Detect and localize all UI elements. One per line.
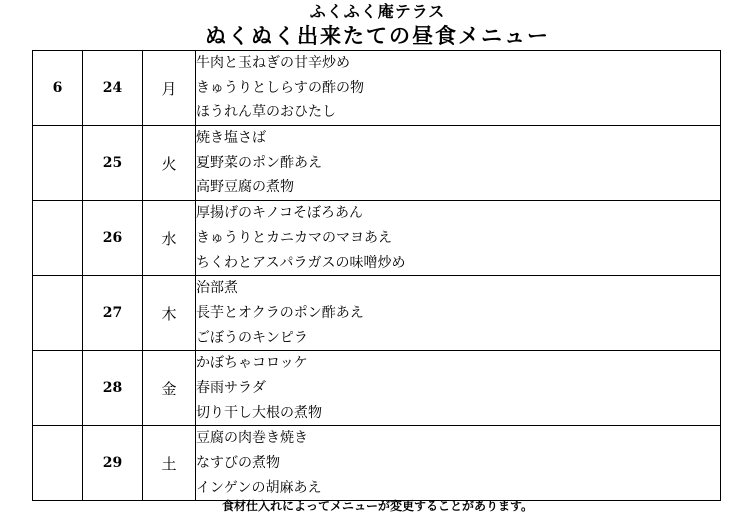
month-cell: [33, 276, 83, 351]
dish-item: 長芋とオクラのポン酢あえ: [196, 304, 364, 321]
month-cell: [33, 201, 83, 276]
dishes-cell: [196, 351, 721, 426]
dish-item: 高野豆腐の煮物: [196, 179, 294, 196]
dish-item: 夏野菜のポン酢あえ: [196, 154, 322, 171]
weekday-cell: 木: [143, 276, 196, 351]
day-cell: 25: [83, 126, 143, 201]
dish-item: かぼちゃコロッケ: [196, 355, 308, 372]
month-cell: [33, 126, 83, 201]
menu-row: [33, 276, 721, 351]
lunch-menu-table: [32, 50, 721, 501]
menu-row: [33, 426, 721, 501]
menu-row: [33, 351, 721, 426]
month-cell: [33, 426, 83, 501]
dishes-cell: [196, 126, 721, 201]
restaurant-name: ふくふく庵テラス: [309, 2, 446, 21]
dish-item: 治部煮: [196, 280, 238, 297]
weekday-cell: 水: [143, 201, 196, 276]
dish-item: 焼き塩さば: [196, 130, 266, 147]
weekday-cell: 月: [143, 51, 196, 126]
dishes-cell: [196, 51, 721, 126]
footer-note: 食材仕入れによってメニューが変更することがあります。: [221, 499, 534, 513]
weekday-cell: 金: [143, 351, 196, 426]
dish-item: インゲンの胡麻あえ: [196, 479, 322, 496]
dish-item: 厚揚げのキノコそぼろあん: [196, 205, 364, 222]
dish-item: 切り干し大根の煮物: [196, 404, 322, 421]
month-cell: [33, 351, 83, 426]
dish-item: 春雨サラダ: [196, 379, 266, 396]
weekday-cell: 火: [143, 126, 196, 201]
dish-item: ちくわとアスパラガスの味噌炒め: [196, 254, 406, 271]
page-title: ぬくぬく出来たての昼食メニュー: [205, 24, 550, 48]
dish-item: なすびの煮物: [196, 455, 280, 471]
menu-table-body: [33, 51, 721, 501]
day-cell: 24: [83, 51, 143, 126]
menu-row: [33, 51, 721, 126]
menu-row: [33, 201, 721, 276]
day-cell: 28: [83, 351, 143, 426]
month-cell: 6: [33, 51, 83, 126]
day-cell: 26: [83, 201, 143, 276]
dish-item: きゅうりとカニカマのマヨあえ: [196, 229, 392, 246]
dish-item: ごぼうのキンピラ: [196, 329, 308, 346]
dish-item: 牛肉と玉ねぎの甘辛炒め: [196, 55, 350, 71]
menu-row: [33, 126, 721, 201]
weekday-cell: 土: [143, 426, 196, 501]
day-cell: 27: [83, 276, 143, 351]
dishes-cell: [196, 276, 721, 351]
dish-item: 豆腐の肉巻き焼き: [196, 430, 308, 447]
dish-item: ほうれん草のおひたし: [196, 104, 336, 121]
dishes-cell: [196, 426, 721, 501]
day-cell: 29: [83, 426, 143, 501]
dishes-cell: [196, 201, 721, 276]
dish-item: きゅうりとしらすの酢の物: [196, 79, 364, 96]
